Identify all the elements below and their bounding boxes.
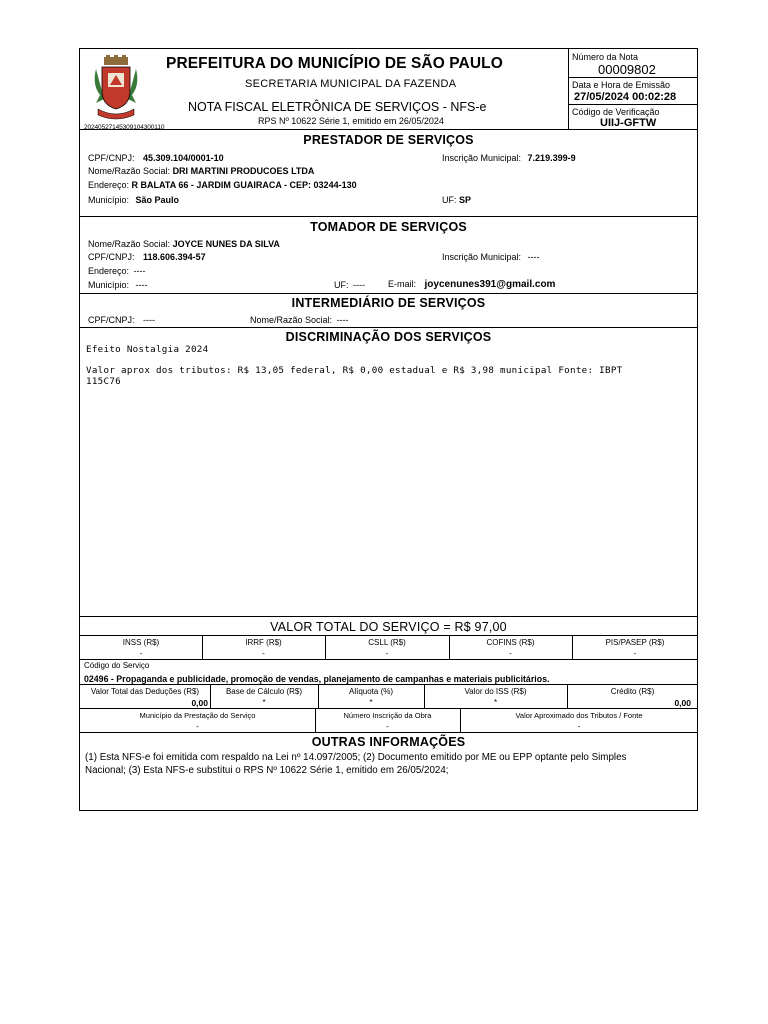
- prestador-nome-label: Nome/Razão Social:: [88, 166, 171, 176]
- pis-value: -: [633, 649, 637, 658]
- tomador-uf: ----: [353, 280, 366, 290]
- valor-iss-label: Valor do ISS (R$): [464, 687, 527, 696]
- numero-label: Número da Nota: [572, 52, 639, 62]
- irrf-value: -: [262, 649, 265, 658]
- data-emissao: 27/05/2024 00:02:28: [574, 91, 677, 103]
- base-calculo-value: *: [262, 698, 266, 707]
- prestador-im-label: Inscrição Municipal:: [442, 153, 522, 163]
- tomador-cpf: 118.606.394-57: [143, 252, 206, 262]
- tomador-municipio: ----: [135, 280, 148, 290]
- aliquota-value: *: [369, 698, 373, 707]
- prestador-nome-row: [88, 166, 314, 176]
- valor-iss-value: *: [493, 698, 498, 707]
- outras-title: OUTRAS INFORMAÇÕES: [311, 735, 466, 749]
- intermediario-nome-row: [250, 315, 349, 325]
- csll-value: -: [385, 649, 389, 658]
- tomador-municipio-label: Município:: [88, 280, 130, 290]
- tributos-fonte-value: -: [577, 722, 581, 731]
- tomador-endereco-row: [88, 266, 146, 276]
- cofins-value: -: [509, 649, 512, 658]
- prestador-cpf: 45.309.104/0001-10: [143, 153, 224, 163]
- inscricao-obra-label: Número Inscrição da Obra: [343, 711, 432, 720]
- municipio-prestacao-label: Município da Prestação do Serviço: [139, 711, 256, 720]
- tomador-uf-row: [334, 280, 365, 290]
- intermediario-cpf: ----: [143, 315, 156, 325]
- tributos-fonte-label: Valor Aproximado dos Tributos / Fonte: [515, 711, 643, 720]
- discriminacao-line-2: Valor aprox dos tributos: R$ 13,05 federal, R$ 0,00 estadual e R$ 3,98 municipal Fonte: IBPT: [86, 365, 623, 376]
- valor-total: VALOR TOTAL DO SERVIÇO = R$ 97,00: [270, 620, 507, 634]
- prestador-cpf-label: CPF/CNPJ:: [88, 153, 135, 163]
- prestador-cpf-row: [88, 153, 224, 163]
- prestador-uf-label: UF:: [442, 195, 457, 205]
- credito-value: 0,00: [674, 698, 691, 708]
- intermediario-title: INTERMEDIÁRIO DE SERVIÇOS: [291, 296, 486, 310]
- rps-line: RPS Nº 10622 Série 1, emitido em 26/05/2024: [258, 116, 444, 126]
- intermediario-nome: ----: [336, 315, 349, 325]
- prestador-nome: DRI MARTINI PRODUCOES LTDA: [172, 166, 315, 176]
- intermediario-cpf-row: [88, 315, 155, 325]
- tomador-cpf-row: [88, 252, 206, 262]
- prestador-municipio-row: [88, 195, 179, 205]
- numero-nota: 00009802: [598, 62, 656, 77]
- tomador-endereco: ----: [133, 266, 146, 276]
- deducoes-label: Valor Total das Deduções (R$): [90, 687, 200, 696]
- inss-label: INSS (R$): [122, 638, 160, 647]
- deducoes-value: 0,00: [191, 698, 208, 708]
- tomador-im-row: [442, 252, 540, 262]
- tomador-cpf-label: CPF/CNPJ:: [88, 252, 135, 262]
- prestador-im: 7.219.399-9: [527, 153, 576, 163]
- tomador-nome-label: Nome/Razão Social:: [88, 239, 171, 249]
- cofins-label: COFINS (R$): [486, 638, 535, 647]
- irrf-label: IRRF (R$): [245, 638, 282, 647]
- tomador-uf-label: UF:: [334, 280, 349, 290]
- intermediario-cpf-label: CPF/CNPJ:: [88, 315, 135, 325]
- coat-of-arms-logo: [90, 55, 142, 123]
- municipio-prestacao-value: -: [196, 722, 199, 731]
- credito-label: Crédito (R$): [610, 687, 655, 696]
- tomador-email-row: [388, 279, 555, 290]
- intermediario-nome-label: Nome/Razão Social:: [250, 315, 333, 325]
- aliquota-label: Alíquota (%): [348, 687, 394, 696]
- codigo-label: Código de Verificação: [572, 107, 660, 117]
- nfse-document: [79, 48, 698, 811]
- nfse-title: NOTA FISCAL ELETRÔNICA DE SERVIÇOS - NFS-e: [188, 100, 487, 114]
- tomador-email: joycenunes391@gmail.com: [424, 279, 556, 290]
- barcode-number: 20240527145309104300110: [84, 124, 165, 131]
- discriminacao-line-3: 115C76: [86, 376, 121, 387]
- prestador-endereco-row: [88, 180, 357, 190]
- tomador-nome: JOYCE NUNES DA SILVA: [172, 239, 280, 249]
- prestador-uf-row: [442, 195, 471, 205]
- codigo-servico-label: Código do Serviço: [84, 661, 150, 670]
- outras-line-2: Nacional; (3) Esta NFS-e substitui o RPS Nº 10622 Série 1, emitido em 26/05/2024;: [85, 765, 449, 776]
- outras-line-1: (1) Esta NFS-e foi emitida com respaldo na Lei nº 14.097/2005; (2) Documento emitido por ME ou EPP optante pelo Simples: [85, 752, 627, 763]
- prestador-endereco: R BALATA 66 - JARDIM GUAIRACA - CEP: 03244-130: [131, 180, 357, 190]
- prestador-endereco-label: Endereço:: [88, 180, 130, 190]
- prestador-uf: SP: [459, 195, 472, 205]
- prestador-municipio: São Paulo: [135, 195, 180, 205]
- base-calculo-label: Base de Cálculo (R$): [225, 687, 303, 696]
- tomador-im: ----: [527, 252, 540, 262]
- codigo-servico: 02496 - Propaganda e publicidade, promoção de vendas, planejamento de campanhas e materiais publicitários.: [84, 674, 550, 684]
- prestador-im-row: [442, 153, 576, 163]
- data-label: Data e Hora de Emissão: [572, 80, 671, 90]
- tomador-endereco-label: Endereço:: [88, 266, 130, 276]
- csll-label: CSLL (R$): [368, 638, 406, 647]
- tomador-email-label: E-mail:: [388, 279, 417, 289]
- tomador-title: TOMADOR DE SERVIÇOS: [310, 220, 467, 234]
- secretaria: SECRETARIA MUNICIPAL DA FAZENDA: [245, 78, 457, 90]
- discriminacao-line-1: Efeito Nostalgia 2024: [86, 344, 209, 355]
- inscricao-obra-value: -: [386, 722, 389, 731]
- tomador-municipio-row: [88, 280, 148, 290]
- tomador-nome-row: [88, 239, 280, 249]
- tomador-im-label: Inscrição Municipal:: [442, 252, 522, 262]
- prestador-title: PRESTADOR DE SERVIÇOS: [303, 133, 474, 147]
- codigo-verificacao: UIIJ-GFTW: [600, 117, 657, 129]
- pis-label: PIS/PASEP (R$): [605, 638, 665, 647]
- inss-value: -: [139, 649, 143, 658]
- prestador-municipio-label: Município:: [88, 195, 130, 205]
- discriminacao-title: DISCRIMINAÇÃO DOS SERVIÇOS: [285, 330, 492, 344]
- page-title: PREFEITURA DO MUNICÍPIO DE SÃO PAULO: [166, 55, 503, 72]
